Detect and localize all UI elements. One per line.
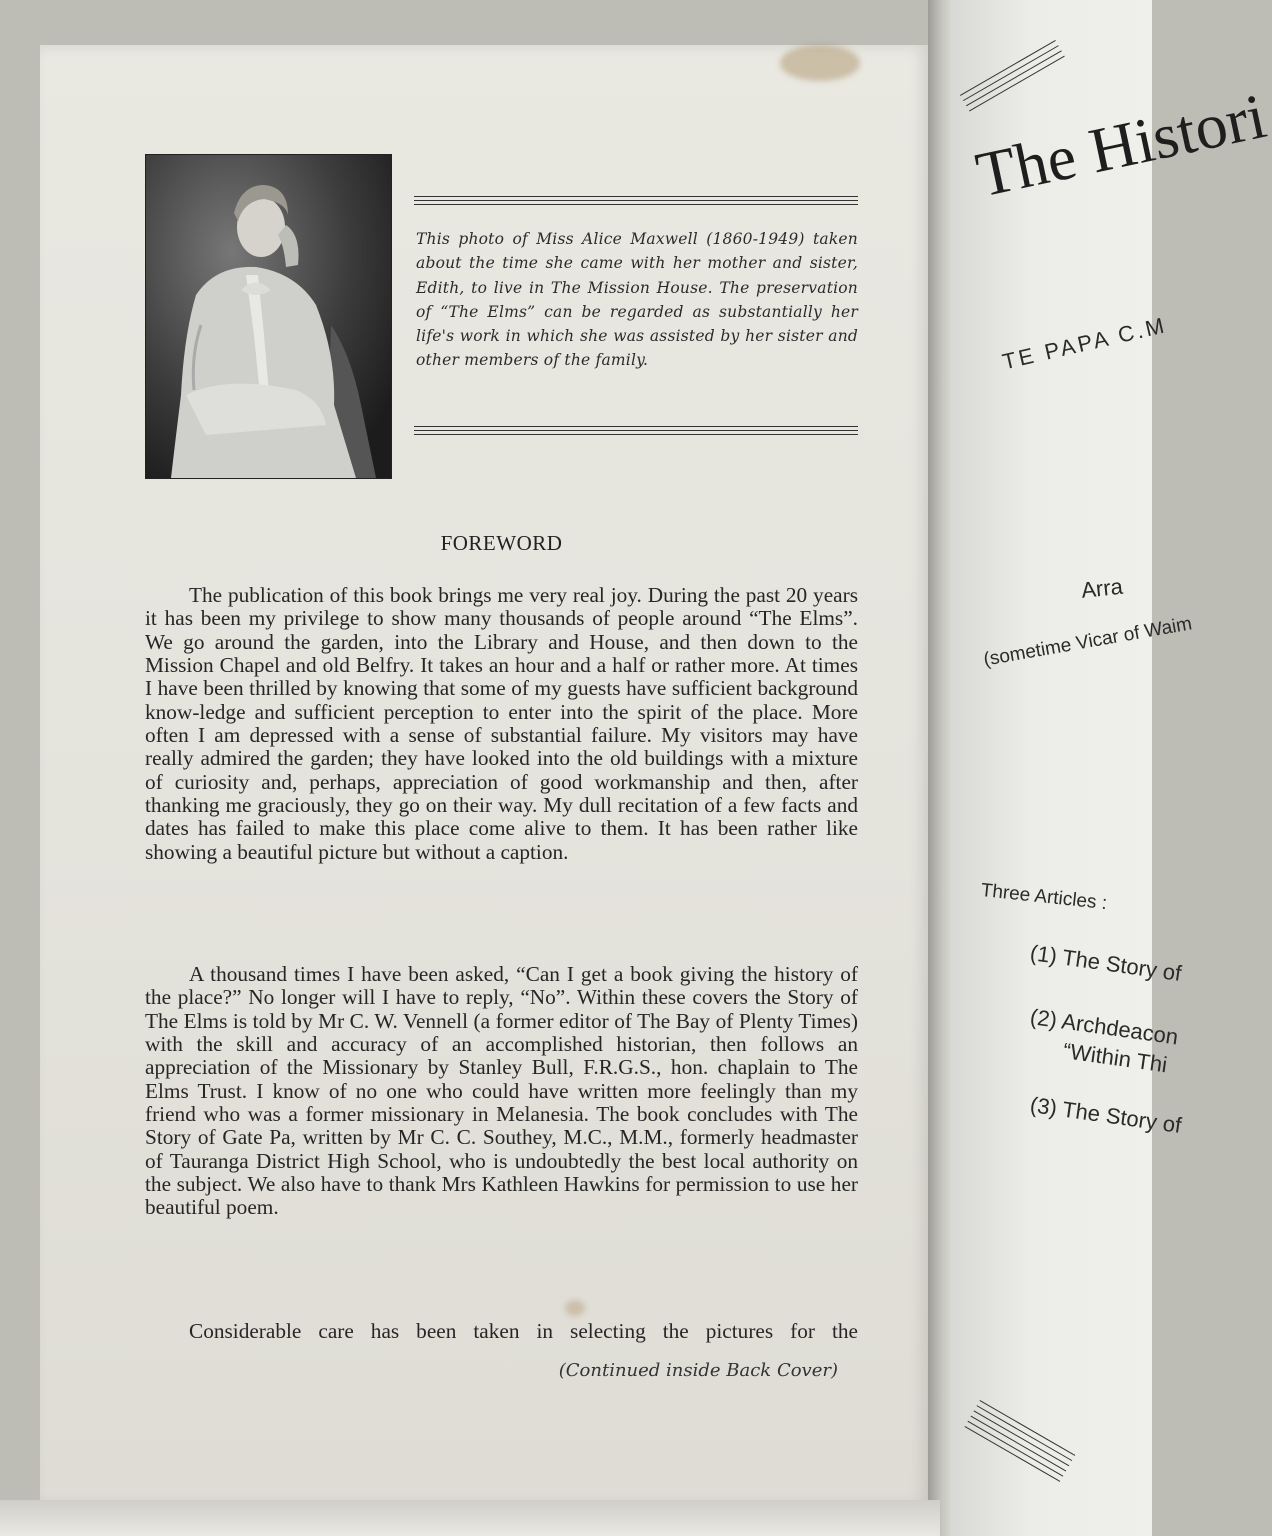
article-item-1: (1) The Story of [1028, 940, 1183, 986]
right-page-three-articles: Three Articles : [979, 880, 1109, 915]
page-edge [0, 1500, 940, 1536]
right-page-vicar: (sometime Vicar of Waim [982, 613, 1194, 671]
paper-stain [780, 45, 860, 81]
continued-note: (Continued inside Back Cover) [558, 1360, 838, 1381]
caption-rule-top [414, 196, 858, 208]
foreword-paragraph-1: The publication of this book brings me very real joy. During the past 20 years it has been my privilege to show many thousands of people around “The Elms”. We go around the garden, into the Library and House, and then down to the Mission Chapel and old Belfry. It takes an hour and a half or rather more. At times I have been thrilled by knowing that some of my guests have sufficient background know-ledge and sufficient perception to enter into the spirit of the place. More often I am depressed with a sense of substantial failure. My visitors may have really admired the garden; they have looked into the old buildings with a mixture of curiosity and, perhaps, appreciation of good workmanship and then, after thanking me graciously, they go on their way. My dull recitation of a few facts and dates has failed to make this place come alive to them. It has been rather like showing a beautiful picture but without a caption. [145, 583, 858, 864]
article-item-2: (2) Archdeacon [1028, 1004, 1180, 1050]
article-item-3: (3) The Story of [1028, 1092, 1183, 1138]
paper-spot [565, 1300, 585, 1316]
right-page-arranged: Arra [1080, 573, 1124, 603]
article-item-2-subtitle: “Within Thi [1061, 1038, 1169, 1078]
right-page-subtitle: TE PAPA C.M [1000, 312, 1170, 375]
decorative-lines-top [960, 40, 1067, 116]
right-page [950, 0, 1272, 1536]
foreword-heading: FOREWORD [440, 531, 563, 555]
decorative-lines-bottom [962, 1400, 1075, 1486]
photo-caption: This photo of Miss Alice Maxwell (1860-1949) taken about the time she came with her mother and sister, Edith, to live in The Mission House. The preservation of “The Elms” can be regarded as substantially her life's work in which she was assisted by her sister and other members of the family. [416, 230, 858, 370]
foreword-paragraph-2: A thousand times I have been asked, “Can I get a book giving the history of the place?” No longer will I have to reply, “No”. Within these covers the Story of The Elms is told by Mr C. W. Vennell (a former editor of The Bay of Plenty Times) with the skill and accuracy of an accomplished historian, then follows an appreciation of the Missionary by Stanley Bull, F.R.G.S., hon. chaplain to The Elms Trust. I know of no one who could have written more feelingly than my friend who was a former missionary in Melanesia. The book concludes with The Story of Gate Pa, written by Mr C. C. Southey, M.C., M.M., formerly headmaster of Tauranga District High School, who is undoubtedly the best local authority on the subject. We also have to thank Mrs Kathleen Hawkins for permission to use her beautiful poem. [145, 962, 858, 1220]
portrait-photo [145, 154, 392, 479]
foreword-paragraph-3: Considerable care has been taken in selecting the pictures for the [189, 1319, 858, 1343]
caption-rule-bottom [414, 426, 858, 438]
right-page-title: The Histori [970, 80, 1272, 211]
